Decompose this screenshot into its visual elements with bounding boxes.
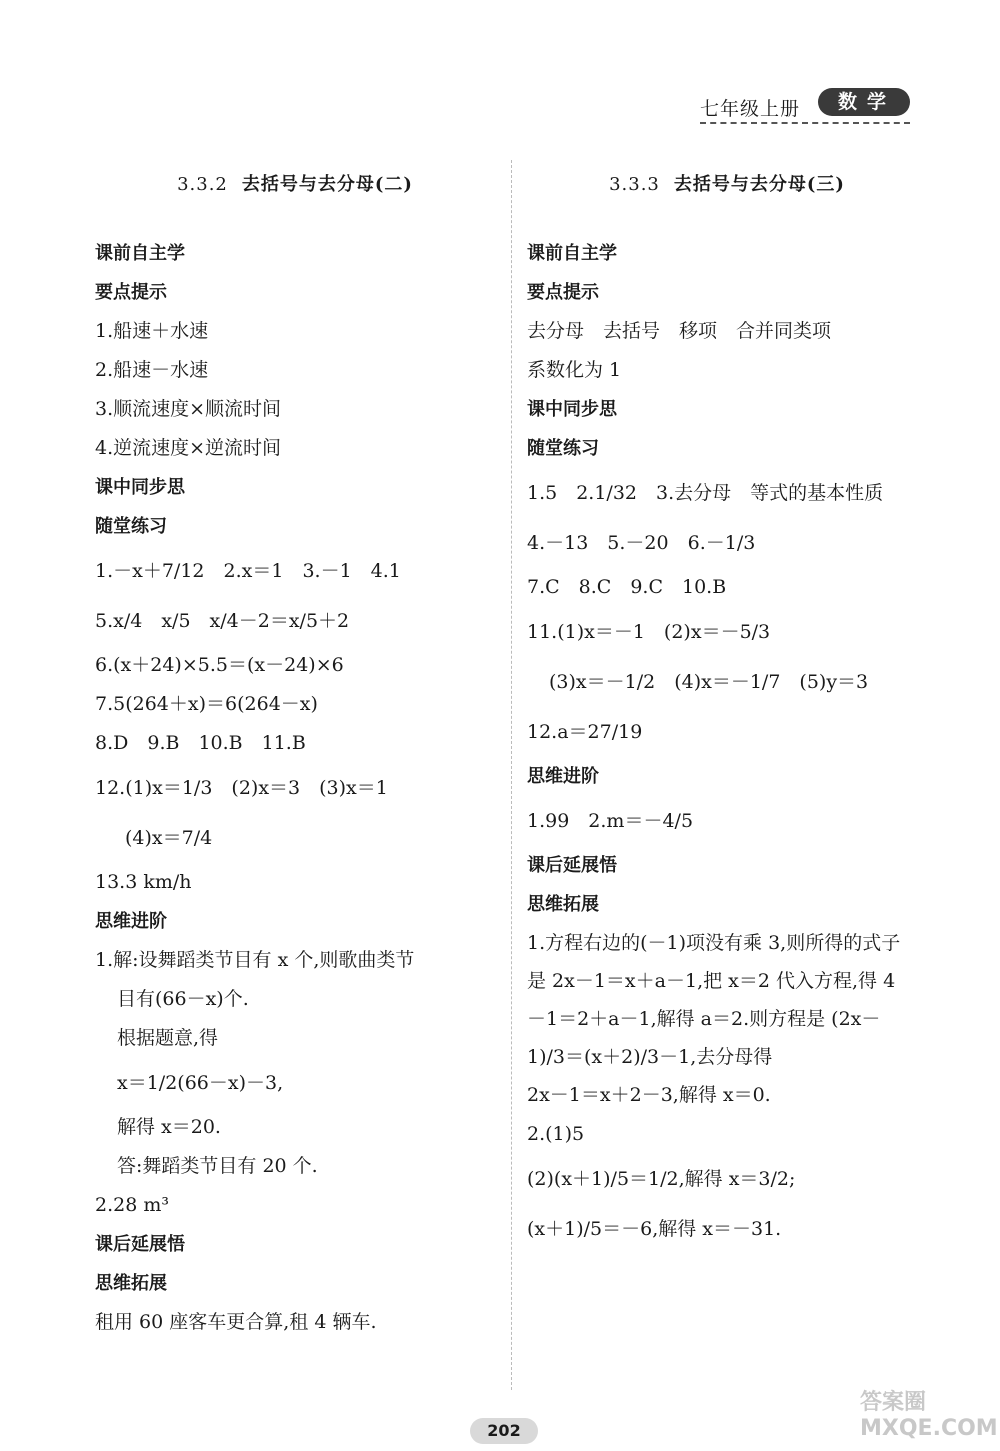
heading: 课前自主学	[95, 243, 185, 264]
section-number: 3.3.2	[177, 174, 228, 195]
answer-line: 11.(1)x＝－1 (2)x＝－5/3	[527, 621, 771, 643]
answer-line: 2.28 m³	[95, 1194, 169, 1216]
answer-line: 系数化为 1	[527, 359, 622, 381]
subject-badge: 数学	[818, 88, 910, 116]
answer-line: 1.99 2.m＝－4/5	[527, 810, 694, 832]
answer-line: 2.(1)5	[527, 1123, 585, 1145]
section-title-text: 去括号与去分母(三)	[673, 174, 845, 195]
answer-line: 3.顺流速度×顺流时间	[95, 398, 282, 420]
answer-line: 6.(x＋24)×5.5＝(x－24)×6	[95, 654, 344, 676]
answer-line: 4.－13 5.－20 6.－1/3	[527, 532, 756, 554]
answer-line: 12.(1)x＝1/3 (2)x＝3 (3)x＝1	[95, 777, 388, 799]
answer-line: 1.5 2.1/32 3.去分母 等式的基本性质	[527, 482, 884, 504]
answer-line: 13.3 km/h	[95, 871, 192, 893]
heading: 课后延展悟	[527, 855, 617, 876]
subheading: 随堂练习	[95, 516, 167, 537]
column-divider	[511, 160, 512, 1390]
answer-line: 7.5(264＋x)＝6(264－x)	[95, 693, 318, 715]
heading: 思维进阶	[95, 911, 167, 932]
answer-line: 7.C 8.C 9.C 10.B	[527, 576, 727, 598]
answer-line: (3)x＝－1/2 (4)x＝－1/7 (5)y＝3	[549, 671, 869, 693]
answer-line: (2)(x＋1)/5＝1/2,解得 x＝3/2;	[527, 1168, 796, 1190]
answer-line: 去分母 去括号 移项 合并同类项	[527, 320, 832, 342]
section-title	[527, 170, 927, 196]
section-number: 3.3.3	[609, 174, 660, 195]
answer-line: 根据题意,得	[117, 1027, 219, 1049]
answer-line: 8.D 9.B 10.B 11.B	[95, 732, 306, 754]
answer-line: 租用 60 座客车更合算,租 4 辆车.	[95, 1311, 377, 1333]
header-rule	[700, 122, 910, 124]
answer-line: 2.船速－水速	[95, 359, 209, 381]
answer-line: 5.x/4 x/5 x/4－2＝x/5＋2	[95, 610, 350, 632]
right-column	[527, 170, 927, 1254]
answer-line: 4.逆流速度×逆流时间	[95, 437, 282, 459]
subheading: 随堂练习	[527, 438, 599, 459]
answer-line: 1.解:设舞蹈类节目有 x 个,则歌曲类节	[95, 949, 415, 971]
answer-line: (x＋1)/5＝－6,解得 x＝－31.	[527, 1218, 782, 1240]
answer-line: 答:舞蹈类节目有 20 个.	[117, 1155, 318, 1177]
answer-line: (4)x＝7/4	[125, 827, 213, 849]
answer-line: 目有(66－x)个.	[117, 988, 249, 1010]
section-title	[95, 170, 495, 196]
page-number: 202	[470, 1418, 538, 1444]
answer-line: 1.－x＋7/12 2.x＝1 3.－1 4.1	[95, 560, 401, 582]
heading: 课后延展悟	[95, 1234, 185, 1255]
heading: 课中同步思	[95, 477, 185, 498]
heading: 课中同步思	[527, 399, 617, 420]
answer-line: 解得 x＝20.	[117, 1116, 221, 1138]
heading: 课前自主学	[527, 243, 617, 264]
grade-label: 七年级上册	[700, 98, 801, 120]
left-column	[95, 170, 495, 1342]
subheading: 要点提示	[527, 282, 599, 303]
section-title-text: 去括号与去分母(二)	[241, 174, 413, 195]
subheading: 思维拓展	[527, 894, 599, 915]
answer-paragraph: 1.方程右边的(－1)项没有乘 3,则所得的式子是 2x－1＝x＋a－1,把 x＝2 代入方程,得 4－1＝2＋a－1,解得 a＝2.则方程是 (2x－1)/3＝(x＋2)/3－1,去分母得	[527, 932, 901, 1068]
watermark-logo: 答案圈 MXQE.COM	[860, 1390, 998, 1441]
answer-line: x＝1/2(66－x)－3,	[117, 1072, 284, 1094]
subheading: 思维拓展	[95, 1273, 167, 1294]
subheading: 要点提示	[95, 282, 167, 303]
answer-line: 2x－1＝x＋2－3,解得 x＝0.	[527, 1084, 771, 1106]
page-header	[700, 88, 915, 128]
answer-line: 1.船速＋水速	[95, 320, 209, 342]
heading: 思维进阶	[527, 766, 599, 787]
answer-line: 12.a＝27/19	[527, 721, 643, 743]
